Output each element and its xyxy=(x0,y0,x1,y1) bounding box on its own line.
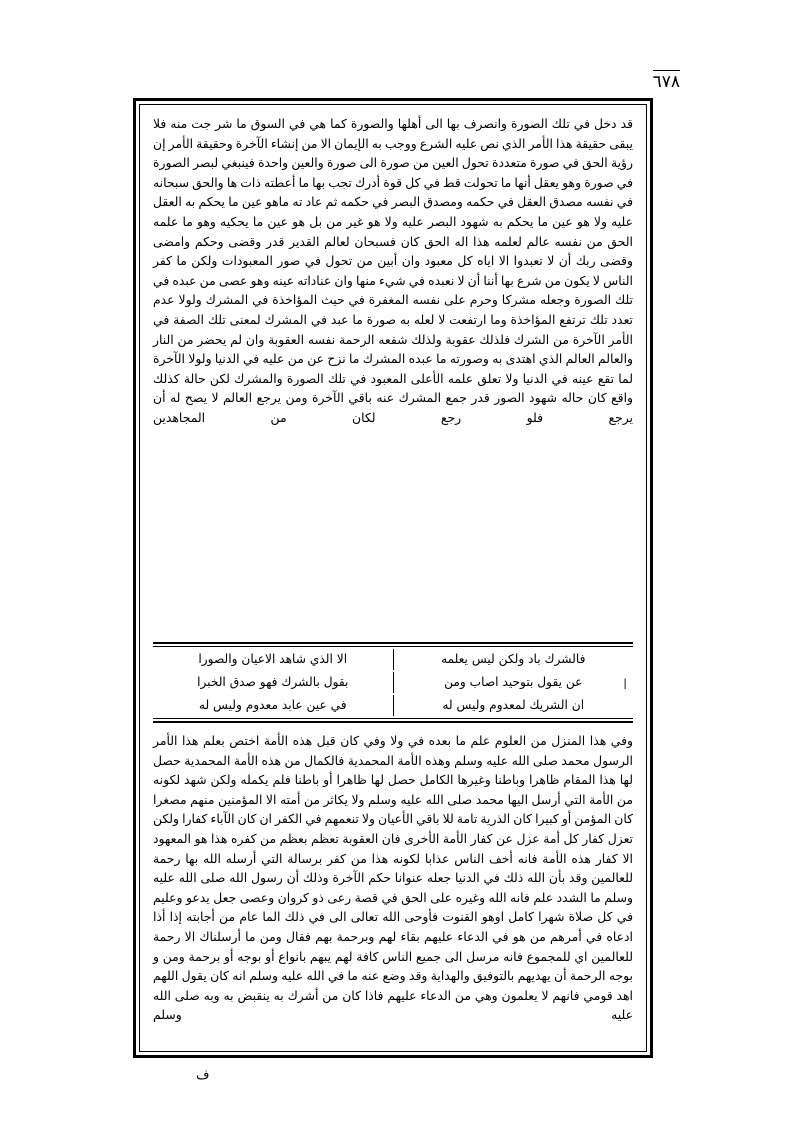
verse-rule-top xyxy=(153,646,633,647)
bottom-paragraph-text: وفي هذا المنزل من العلوم علم ما بعده في ولا وفي كان قبل هذه الأمة اختص بعلم هذا الأمر الرسول محمد صلى الله عليه وسلم وهذه الأمة المحمدية فالكمال من هذه الأمة المحمدية حصل لها هذا المقام ظاهرا وباطنا وغيرها الكامل حصل لها ظاهرا أو باطنا فلم يكمله ولكن شهد لكونه من الأمة التي أرسل اليها محمد صلى الله عليه وسلم ولا يكاثر من أمته الا المؤمنين منهم مصغرا كان المؤمن أو كبيرا كان الذرية تامة للا باقي الأعيان ولا تنعمهم في الكفر ان كان الآباء كفارا ولكن تعزل كفار كل أمة عزل عن كفار الأمة الأخرى فان العقوبة تعظم بعظم من كفره هذا هو المعهود الا كفار هذه الأمة فانه أخف الناس عذابا لكونه هذا من كفر برسالة التي أرسله الله بها رحمة للعالمين وقد بأن الله ذلك في الدنيا جعله عنوانا حكم الآخرة وذلك أن رسول الله صلى الله عليه وسلم ما الشدد علم فانه الله وغيره على الحق في قصة رعى ذو كروان وعصى جعل يدعو وعليم في كل صلاة شهرا كامل اوهو القنوت فأوحى الله تعالى الى في ذلك الما عام من أجابته إذا أذا ادعاه في أمرهم من هو في الدعاء عليهم بقاء لهم وبرحمة بهم فقال ومن ما أرسلناك الا رحمة للعالمين اي للمجموع فانه مرسل الى جميع الناس كافة لهم يبهم بانواع أو بوجه أو برحمة ومن و بوجه الرحمة أن يهديهم بالتوفيق والهداية وقد وضع عنه ما في الله عليه وسلم انه كان يقول اللهم اهد قومي فانهم لا يعلمون وهي من الدعاء عليهم فاذا كان من أشرك به ينقبض به وبه صلى الله عليه وسلم xyxy=(153,733,633,1023)
verse-column-divider xyxy=(393,695,394,716)
verse-hemistich-left: في عين عابد معدوم وليس له xyxy=(198,698,347,712)
verse-hemistich-left: بقول بالشرك فهو صدق الخبرا xyxy=(197,675,349,689)
verse-hemistich-left: الا الذي شاهد الاعيان والصورا xyxy=(198,652,348,666)
verse-hemistich-right: فالشرك باد ولكن ليس يعلمه xyxy=(441,652,586,666)
page-number-value: ٦٧٨ xyxy=(652,72,680,92)
verse-row xyxy=(153,694,633,717)
bottom-prose-block xyxy=(153,731,633,1048)
top-prose-block xyxy=(153,114,633,634)
catchword: ف xyxy=(196,1068,210,1083)
text-frame-inner xyxy=(143,108,643,1048)
verse-hemistich-right: ان الشريك لمعدوم وليس له xyxy=(442,698,585,712)
top-paragraph-text: قد دخل في تلك الصورة وانصرف بها الى أهلها والصورة كما هي في السوق ما شر جت منه فلا يبقى حقيقة هذا الأمر الذي نص عليه الشرع ووجب به الإيمان الا من إنشاء الآخرة وحقيقة الأمر إن رؤية الحق في صورة متعددة تحول العين من صورة الى صورة والعين واحدة فينبغي لبصر الصورة في صورة وهو يعقل أنها ما تحولت قط في كل قوة أدرك تجب بها ما أعطته ذات ها والحق سبحانه في نفسه مصدق العقل في حكمه ومصدق البصر في حكمه ثم عاد ته ماهو عين ما يحكم به العقل عليه ولا هو عين ما يحكم به شهود البصر عليه ولا هو غير من بل هو عين ما يحكيه وهو ما علمه الحق من نفسه عالم لعلمه هذا اله الحق كان فسبحان لعالم القدير قدر وقضى وحكم وامضى وقضى ربك أن لا تعبدوا الا اياه كل معبود وان أبين من تحول في صور المعبودات ولكن ما كفر الناس لا يكون من شرع بها أننا أن لا نعبده في شيء منها وان عناداته عينه وهو عصى من عبده في تلك الصورة وجعله مشركا وحرم على نفسه المغفرة في حيث المؤاخذة في المشرك ولولا عدم تعدد تلك ترتفع المؤاخذة وما ارتفعت لا لعله به صورة ما عبد في المشرك لمعنى تلك الصفة في الأمر الآخرة من الشرك فلذلك عقوبة ولذلك شفعه الرحمة نفسه العقوبة وان لم يحضر من النار والعالم العالم الذي اهتدى به وصورته ما عبده المشرك ما نزح عن من عليه في الدنيا ولولا الآخرة لما تقع عينه في الدنيا ولا تعلق علمه الأعلى المعبود في تلك الصورة والمشرك لكن حالة كذلك واقع كان حاله شهود الصور قدر جمع المشرك عنه باقي الآخرة ومن يرجع العالم لا يصح له أن يرجع فلو رجع لكان من المجاهدين xyxy=(153,116,633,425)
verse-hemistich-right: عن يقول بتوحيد اصاب ومن xyxy=(444,675,583,689)
verse-row xyxy=(153,671,633,694)
page-number xyxy=(653,70,680,92)
verse-column-divider xyxy=(393,672,394,693)
verse-margin-mark: | xyxy=(623,676,627,689)
verse-row xyxy=(153,648,633,671)
verse-table xyxy=(153,642,633,723)
text-frame-border xyxy=(133,98,653,1058)
verse-rule-bottom xyxy=(153,718,633,719)
verse-column-divider xyxy=(393,649,394,670)
